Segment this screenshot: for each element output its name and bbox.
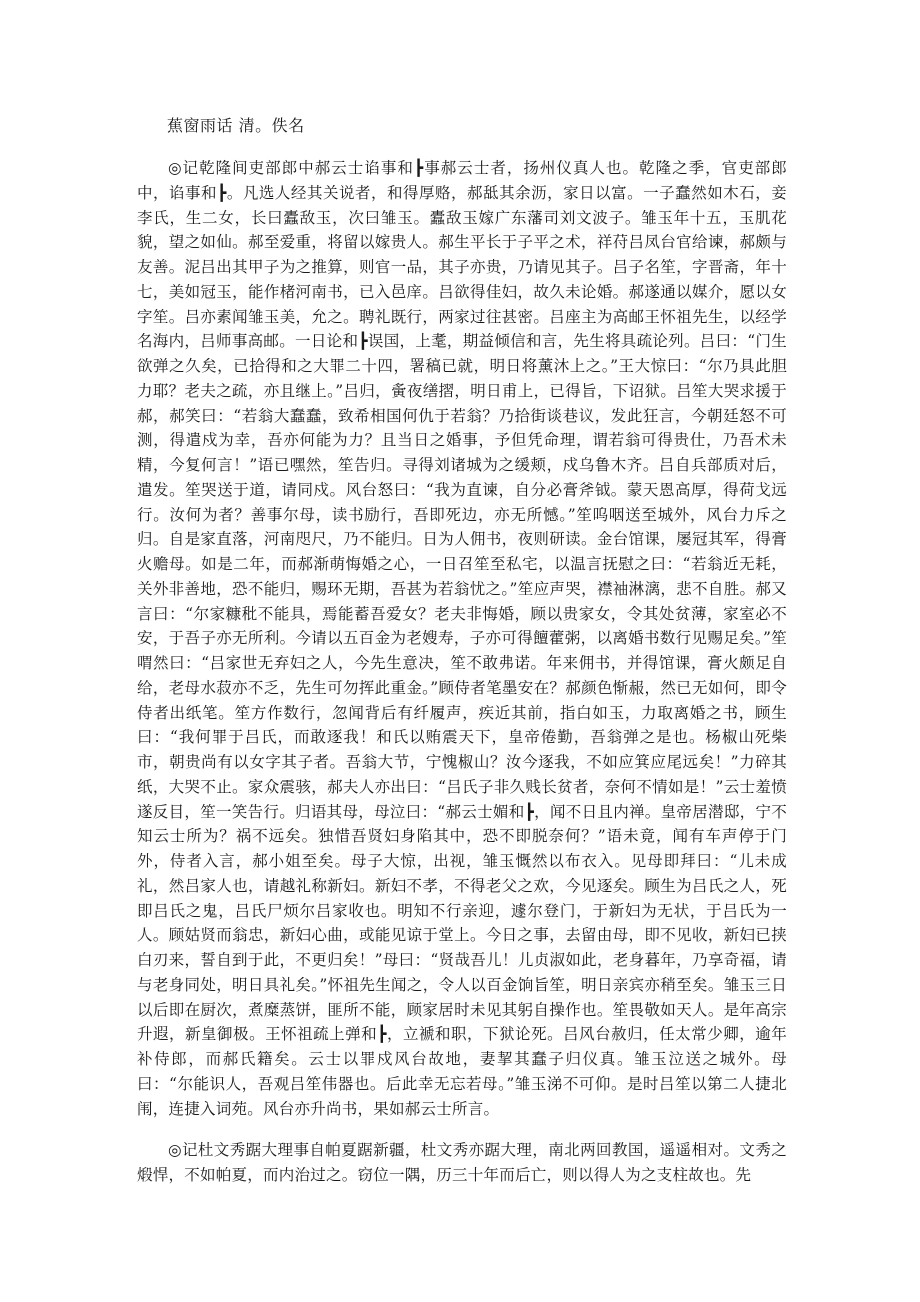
paragraph-hao-yunshi: ◎记乾隆间吏部郎中郝云士谄事和┣事郝云士者，扬州仪真人也。乾隆之季，官吏部郎中，谄事和┣。凡选人经其关说者，和得厚赂，郝䑛其余沥，家日以富。一子蠢然如木石，妾李氏，生二女，长曰蠹敌玉，次曰雏玉。蠹敌玉嫁广东藩司刘文波子。雏玉年十五，玉肌花貌，望之如仙。郝至爱重，将留以嫁贵人。郝生平长于子平之术，祥苻吕凤台官给谏，郝颇与友善。泥吕出其甲子为之推算，则官一品，其子亦贵，乃请见其子。吕子名笙，字晋斋，年十七，美如冠玉，能作楮河南书，已入邑庠。吕欲得佳妇，故久未论婚。郝遂通以媒介，愿以女字笙。吕亦素闻雏玉美，允之。聘礼既行，两家过往甚密。吕座主为高邮王怀祖先生，以经学名海内，吕师事高邮。一日论和┣误国，上耄，期益倾信和言，先生将具疏论列。吕曰：“门生欲弹之久矣，已拾得和之大罪二十四，署稿已就，明日将薰沐上之。”王大惊曰：“尔乃具此胆力耶？老夫之疏，亦且继上。”吕归，夤夜缮摺，明日甫上，已得旨，下诏狱。吕笙大哭求援于郝，郝笑曰：“若翁大蠢蠢，致希相国何仇于若翁？乃拾街谈巷议，发此狂言，今朝廷怒不可测，得遣戍为幸，吾亦何能为力？且当日之婚事，予但凭命理，谓若翁可得贵仕，乃吾术未精，今复何言！”语已嘿然，笙告归。寻得刘诸城为之缓颊，戍乌鲁木齐。吕自兵部质对后，遣发。笙哭送于道，请同戍。风台怒曰：“我为直谏，自分必膏斧钺。蒙天恩高厚，得荷戈远行。汝何为者？善事尔母，读书励行，吾即死边，亦无所憾。”笙呜咽送至城外，风台力斥之归。自是家直落，河南咫尺，乃不能归。日为人佣书，夜则研读。金台馆课，屡冠其军，得膏火赡母。如是二年，而郝渐萌悔婚之心，一日召笙至私宅，以温言抚慰之曰：“若翁近无耗，关外非善地，恐不能归，赐环无期，吾甚为若翁忧之。”笙应声哭，襟袖淋漓，悲不自胜。郝又言曰：“尔家糠秕不能具，焉能蓄吾爱女？老夫非悔婚，顾以贵家女，令其处贫薄，家室必不安，于吾子亦无所利。今请以五百金为老嫂寿，子亦可得饘藿粥，以离婚书数行见赐足矣。”笙喟然曰：“吕家世无弃妇之人，今先生意决，笙不敢弗诺。年来佣书，并得馆课，膏火颇足自给，老母水菽亦不乏，先生可勿挥此重金。”顾侍者笔墨安在？郝颜色惭赧，然已无如何，即令侍者出纸笔。笙方作数行，忽闻背后有纤履声，疾近其前，指白如玉，力取离婚之书，顾生曰：“我何罪于吕氏，而敢逐我！和氏以贿震天下，皇帝倦勤，吾翁弹之是也。杨椒山死柴市，朝贵尚有以女字其子者。吾翁大节，宁愧椒山？汝今逐我，不如应箕应尾远矣！”力碎其纸，大哭不止。家众震骇，郝夫人亦出曰：“吕氏子非久贱长贫者，奈何不情如是！”云士羞愤遂反目，笙一笑告行。归语其母，母泣曰：“郝云士媚和┣，闻不日且内禅。皇帝居潜邸，宁不知云士所为？祸不远矣。独惜吾贤妇身陷其中，恐不即脱奈何？”语未竟，闻有车声停于门外，侍者入言，郝小姐至矣。母子大惊，出视，雏玉慨然以布衣入。见母即拜曰：“儿未成礼，然吕家人也，请越礼称新妇。新妇不孝，不得老父之欢，今见逐矣。顾生为吕氏之人，死即吕氏之鬼，吕氏尸烦尔吕家收也。明知不行亲迎，遽尔登门，于新妇为无状，于吕氏为一人。顾姑贤而翁忠，新妇心曲，或能见谅于堂上。今日之事，去留由母，即不见收，新妇已挟白刃来，誓自到于此，不更归矣！”母曰：“贤哉吾儿！儿贞淑如此，老身暮年，乃享奇福，请与老身同处，明日具礼矣。”怀祖先生闻之，令人以百金饷旨笙，明日亲宾亦稍至矣。雏玉三日以后即在厨次，煮糜蒸饼，匪所不能，顾家居时未见其躬自操作也。笙畏敬如天人。是年高宗升遐，新皇御极。王怀祖疏上弹和┣，立褫和职，下狱论死。吕风台赦归，任太常少卿，逾年补侍郎，而郝氏籍矣。云士以罪戍风台故地，妻挈其蠢子归仪真。雏玉泣送之城外。母曰：“尔能识人，吾观吕笙伟器也。后此幸无忘若母。”雏玉涕不可仰。是时吕笙以第二人捷北闱，连捷入词苑。风台亦升尚书，果如郝云士所言。 (137, 159, 787, 1118)
document-title: 蕉窗雨话 清。佚名 (167, 116, 305, 135)
paragraph-du-wenxiu: ◎记杜文秀踞大理事自帕夏踞新疆，杜文秀亦踞大理，南北两回教国，遥遥相对。文秀之煅悍，不如帕夏，而内治过之。窃位一隅，历三十年而后亡，则以得人为之支柱故也。先 (137, 1141, 787, 1184)
